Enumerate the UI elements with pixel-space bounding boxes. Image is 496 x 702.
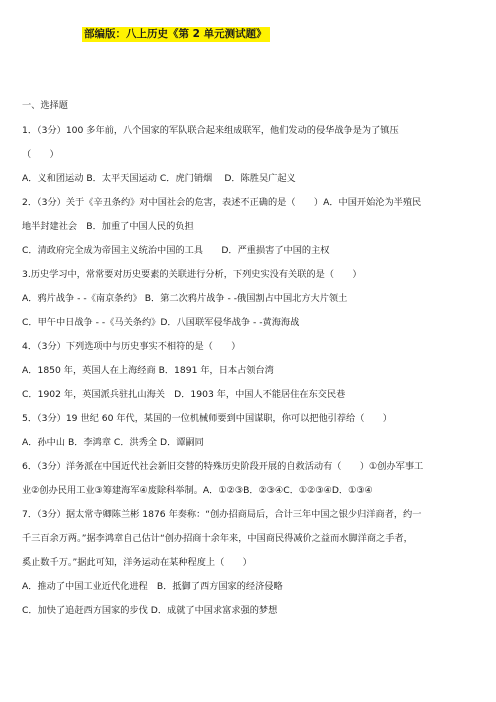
answer-options: C．1902 年，英国派兵驻扎山海关 D．1903 年，中国人不能居住在东交民巷: [22, 389, 346, 400]
answer-options: A．1850 年，英国人在上海经商 B．1891 年，日本占领台湾: [22, 365, 274, 376]
answer-options: C．甲午中日战争 - -《马关条约》D．八国联军侵华战争 - -黄海海战: [22, 317, 300, 328]
text-line: 6．（3分）洋务派在中国近代社会新旧交替的特殊历史阶段开展的自救活动有（ ）①创办军事工: [22, 461, 424, 472]
answer-options: C．清政府完全成为帝国主义统治中国的工具 D．严重损害了中国的主权: [22, 245, 330, 256]
text-line: 3.历史学习中，常常要对历史要素的关联进行分析，下列史实没有关联的是（ ）: [22, 269, 362, 280]
text-line: 7．（3分）据太常寺卿陈兰彬 1876 年奏称：“创办招商局后，合计三年中国之银少归洋商者，约一: [22, 509, 422, 520]
text-line: 2．（3分）关于《辛丑条约》对中国社会的危害，表述不正确的是（ ）A．中国开始沦为半殖民: [22, 197, 422, 208]
text-line: 千三百余万两。”据李鸿章自己估计“创办招商十余年来，中国商民得减价之益而水脚洋商之手者，: [22, 533, 413, 544]
answer-options: A．推动了中国工业近代化进程 B．抵御了西方国家的经济侵略: [22, 581, 283, 592]
text-line: 业②创办民用工业③筹建海军④废除科举制。A．①②③B．②③④C．①②③④D．①③④: [22, 485, 373, 496]
answer-options: A．鸦片战争 - -《南京条约》 B．第二次鸦片战争 - -俄国割占中国北方大片领土: [22, 293, 348, 304]
section-heading: 一、选择题: [22, 100, 68, 111]
text-line: 5．（3分）19 世纪 60 年代，某国的一位机械师要到中国谋职，你可以把他引荐给（ ）: [22, 413, 392, 424]
question-section: [22, 94, 480, 623]
answer-options: A．孙中山 B．李鸿章 C．洪秀全 D．谭嗣同: [22, 437, 204, 448]
text-line: 1．（3分）100 多年前，八个国家的军队联合起来组成联军，他们发动的侵华战争是为了镇压: [22, 125, 399, 136]
text-line: 4．（3分）下列选项中与历史事实不相符的是（ ）: [22, 341, 241, 352]
answer-options: C．加快了追赶西方国家的步伐 D．成就了中国求富求强的梦想: [22, 605, 278, 616]
answer-options: A．义和团运动 B．太平天国运动 C．虎门销烟 D．陈胜吴广起义: [22, 173, 296, 184]
document-title: 部编版：八上历史《第 2 单元测试题》: [82, 27, 270, 42]
text-line: 地半封建社会 B．加重了中国人民的负担: [22, 221, 194, 232]
text-line: （ ）: [22, 149, 59, 160]
text-line: 奚止数千万。”据此可知，洋务运动在某种程度上（ ）: [22, 557, 252, 568]
